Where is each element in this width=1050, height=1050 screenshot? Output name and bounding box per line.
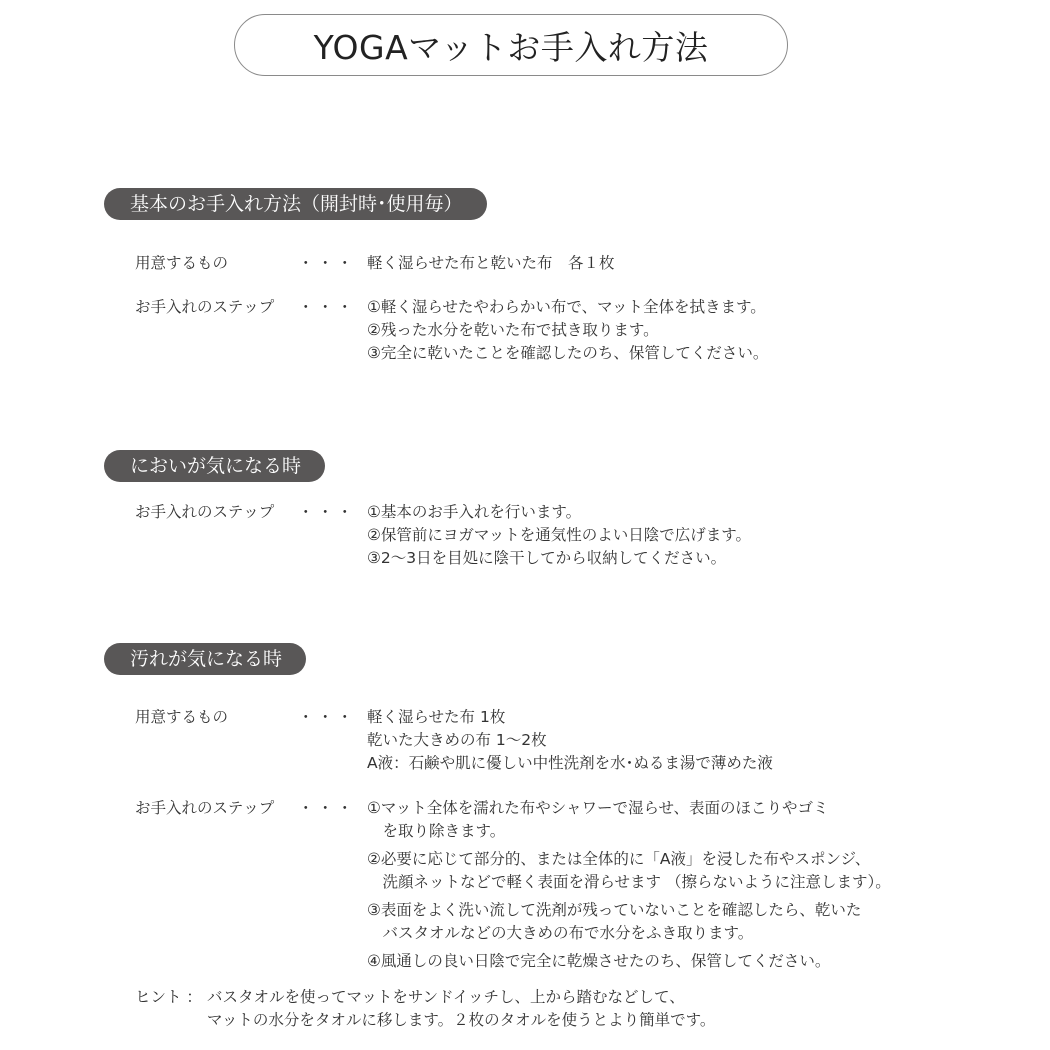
row-line: ②保管前にヨガマットを通気性のよい日陰で広げます。 [367, 526, 752, 544]
hint-label: ヒント ： [135, 988, 202, 1006]
page-title: YOGAマットお手入れ方法 [234, 14, 788, 76]
row-line: ③完全に乾いたことを確認したのち、保管してください。 [367, 344, 769, 362]
row-label: お手入れのステップ [135, 799, 275, 817]
row-line: ②必要に応じて部分的、または全体的に「A液」を浸した布やスポンジ、 [367, 850, 871, 868]
row-line: 乾いた大きめの布 1～2枚 [367, 731, 547, 749]
row-lines [367, 296, 768, 365]
row-line: 洗顔ネットなどで軽く表面を滑らせます （擦らないように注意します）。 [367, 873, 891, 891]
section-header-dirt: 汚れが気になる時 [104, 643, 306, 675]
row-label: お手入れのステップ [135, 503, 275, 521]
row-label: お手入れのステップ [135, 298, 275, 316]
section-header-basic-care: 基本のお手入れ方法（開封時･使用毎） [104, 188, 487, 220]
row-line: ①軽く湿らせたやわらかい布で、マット全体を拭きます。 [367, 298, 766, 316]
section-header-odor: においが気になる時 [104, 450, 325, 482]
row-dots: ・・・ [298, 503, 357, 521]
row-label: 用意するもの [135, 254, 229, 272]
hint-line: バスタオルを使ってマットをサンドイッチし、上から踏むなどして、 [207, 988, 685, 1006]
row-line: ②残った水分を乾いた布で拭き取ります。 [367, 321, 659, 339]
row-line: ③表面をよく洗い流して洗剤が残っていないことを確認したら、乾いた [367, 901, 862, 919]
row-dots: ・・・ [298, 708, 357, 726]
row-line: ①基本のお手入れを行います。 [367, 503, 582, 521]
row-line: を取り除きます。 [367, 822, 506, 840]
row-line: ①マット全体を濡れた布やシャワーで湿らせ、表面のほこりやゴミ [367, 799, 829, 817]
row-lines [367, 252, 615, 275]
row-dots: ・・・ [298, 254, 357, 272]
row-line: ④風通しの良い日陰で完全に乾燥させたのち、保管してください。 [367, 952, 831, 970]
row-line: 軽く湿らせた布 1枚 [367, 708, 506, 726]
hint-lines [207, 986, 715, 1032]
row-line: ③2～3日を目処に陰干してから収納してください。 [367, 549, 727, 567]
row-lines [367, 706, 773, 775]
row-dots: ・・・ [298, 298, 357, 316]
hint-line: マットの水分をタオルに移します。２枚のタオルを使うとより簡単です。 [207, 1011, 716, 1029]
row-label: 用意するもの [135, 708, 229, 726]
row-lines [367, 501, 751, 570]
row-dots: ・・・ [298, 799, 357, 817]
row-lines [367, 797, 891, 973]
row-line: 軽く湿らせた布と乾いた布 各１枚 [367, 254, 615, 272]
row-line: バスタオルなどの大きめの布で水分をふき取ります。 [367, 924, 754, 942]
row-line: A液：石鹸や肌に優しい中性洗剤を水･ぬるま湯で薄めた液 [367, 754, 773, 772]
